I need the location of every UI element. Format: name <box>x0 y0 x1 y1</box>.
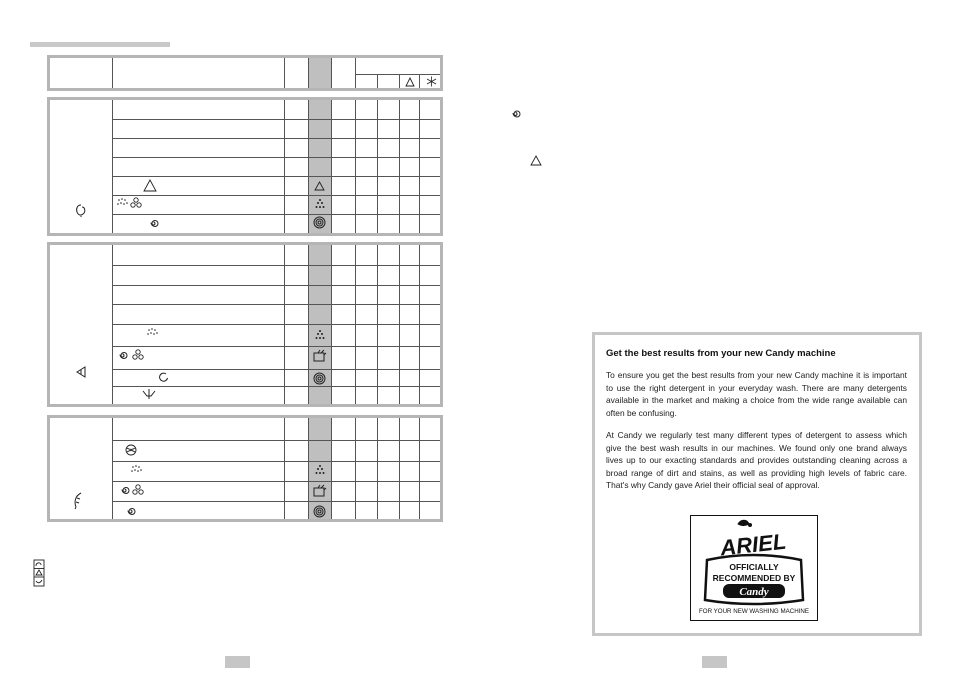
spiral-icon <box>119 485 130 496</box>
drain-icon <box>142 389 156 401</box>
dry-icon <box>312 349 327 363</box>
spiral-icon <box>158 372 169 383</box>
panel-delicates <box>47 415 443 522</box>
spiral-icon <box>313 216 326 229</box>
spiral-icon <box>510 108 521 120</box>
snowflake-icon <box>132 484 144 496</box>
info-paragraph-2: At Candy we regularly test many different types of detergent to assess which give the best wash results in our machines. We found only one brand always lives up to our exacting standards and provides outstanding cleaning across a broad range of dirt and stains, as well as providing high levels of fabric care. That's why Candy gave Ariel their official seal of approval. <box>606 430 907 490</box>
snowflake-icon <box>132 349 144 361</box>
rinse-icon <box>146 327 159 339</box>
spiral-icon <box>313 372 326 385</box>
table-header <box>47 55 443 91</box>
detergent-info-box <box>592 332 922 636</box>
feather-icon <box>72 492 84 510</box>
ariel-brand-text: ARIEL <box>719 528 788 561</box>
spiral-icon <box>117 350 128 361</box>
rinse-icon <box>130 464 143 476</box>
snowflake-icon <box>426 76 437 87</box>
spiral-icon <box>148 218 159 229</box>
ariel-candy-text: Candy <box>739 586 769 598</box>
rinse-icon <box>314 198 326 210</box>
panel-synthetics <box>47 242 443 407</box>
ariel-logo <box>690 515 818 621</box>
cotton-icon <box>75 204 87 218</box>
triangle-icon <box>143 179 157 192</box>
triangle-icon <box>314 181 325 191</box>
page-tab-right <box>702 656 727 668</box>
rinse-icon <box>116 197 130 209</box>
spiral-icon <box>125 506 136 517</box>
wool-icon <box>125 444 137 456</box>
ariel-line2: RECOMMENDED BY <box>712 573 796 583</box>
synthetic-icon <box>75 366 87 378</box>
triangle-icon <box>405 77 415 87</box>
ariel-line1: OFFICIALLY <box>729 562 779 572</box>
ariel-caption: FOR YOUR NEW WASHING MACHINE <box>698 608 809 615</box>
fabric-legend-icon <box>33 559 45 587</box>
triangle-icon <box>530 155 542 166</box>
info-paragraph-1: To ensure you get the best results from your new Candy machine it is important to use the right detergent in your everyday wash. There are many detergents available in the market and making a choice from the wide range available can often be confusing. <box>606 370 907 418</box>
page-tab-left <box>225 656 250 668</box>
dry-icon <box>312 484 327 498</box>
header-bar <box>30 42 170 47</box>
spiral-icon <box>313 505 326 518</box>
info-heading: Get the best results from your new Candy machine <box>606 348 836 359</box>
snowflake-icon <box>130 197 142 209</box>
panel-cotton <box>47 97 443 236</box>
rinse-icon <box>314 464 326 476</box>
rinse-icon <box>314 329 326 341</box>
